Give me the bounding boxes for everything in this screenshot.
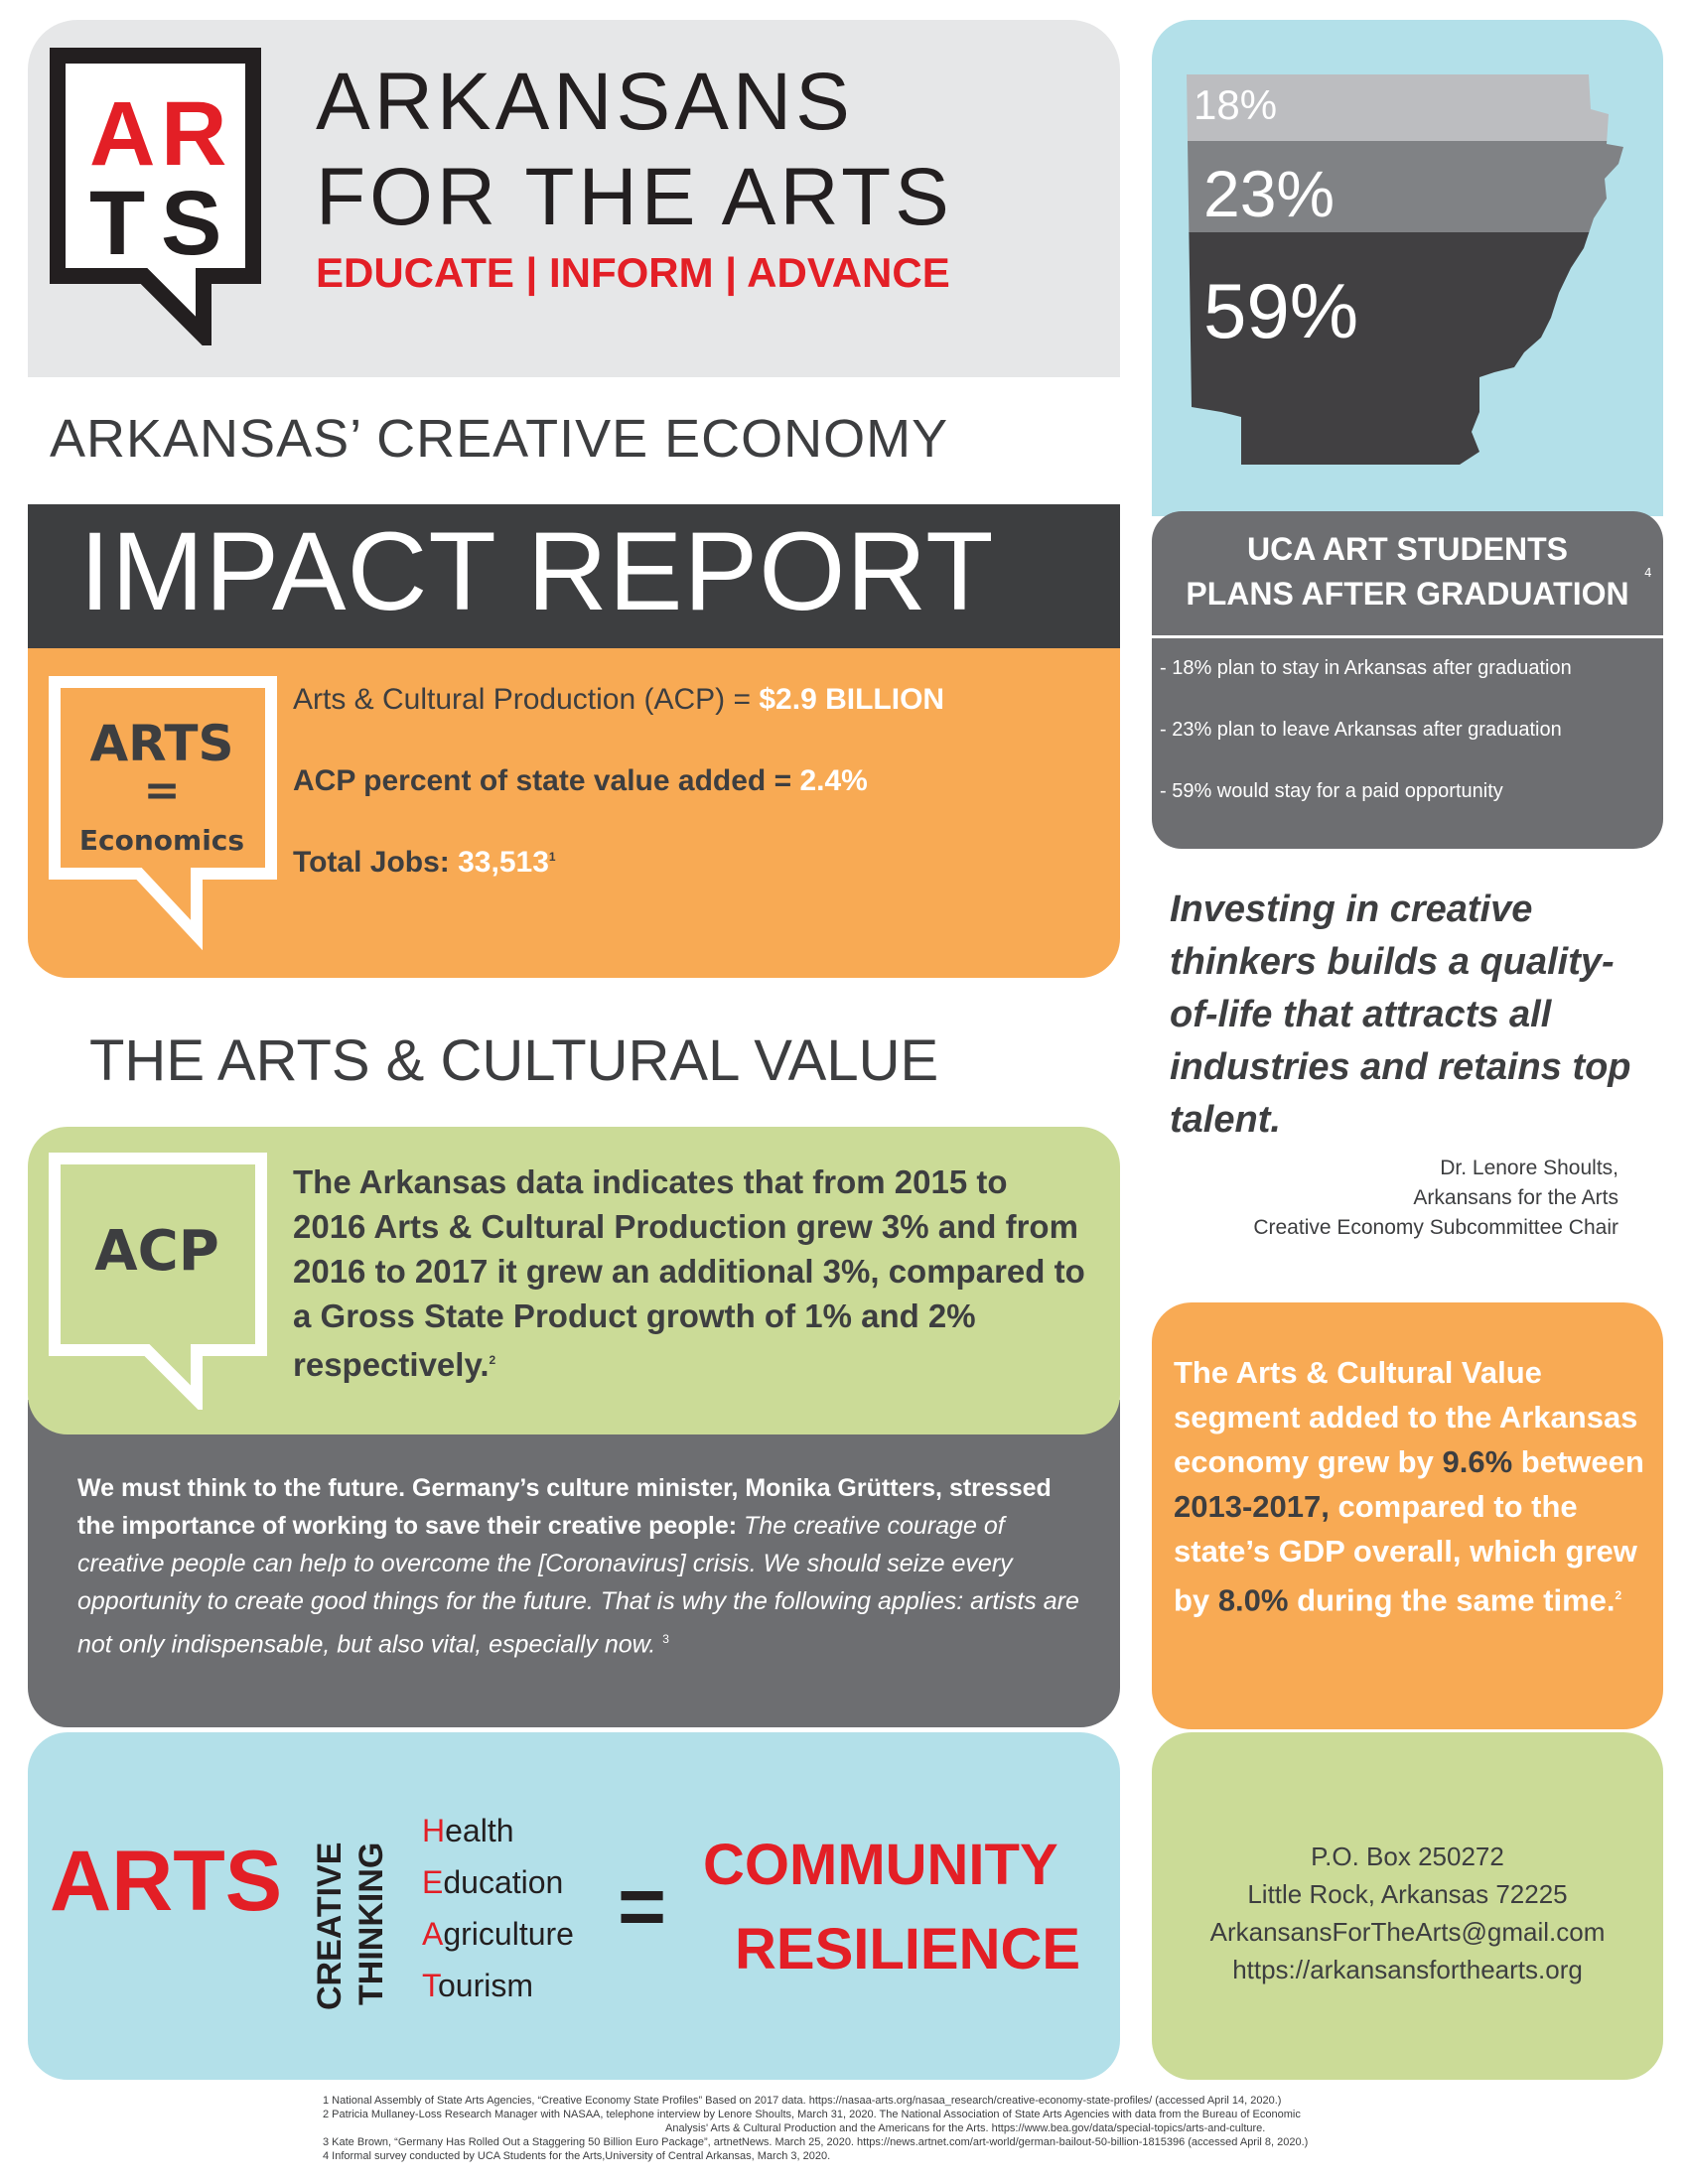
bubble-economics-label: Economics	[78, 824, 245, 857]
gdp-part1: The Arts & Cultural Value segment added to the Arkansas economy grew by	[1174, 1355, 1638, 1479]
acp-percent-label: ACP percent of state value added =	[293, 764, 792, 797]
acp-label: Arts & Cultural Production (ACP) =	[293, 683, 752, 716]
arkansas-map	[1182, 69, 1638, 486]
report-subtitle: ARKANSAS’ CREATIVE ECONOMY	[50, 409, 949, 469]
uca-item: - 18% plan to stay in Arkansas after graduation	[1160, 657, 1572, 679]
thinking-word: THINKING	[352, 1842, 390, 2005]
footnote-ref: 2	[489, 1353, 496, 1367]
arts-economics-bubble	[48, 675, 286, 977]
footnote-3: 3 Kate Brown, “Germany Has Rolled Out a Staggering 50 Billion Euro Package”, artnetNews. March 25, 2020. https://news.artnet.com/art-world/german-bailout-50-billion-1815396 (accessed April 8, 2020.)	[323, 2136, 1309, 2148]
acp-growth-text	[293, 1160, 1087, 1387]
resilience-word: RESILIENCE	[735, 1917, 1081, 1981]
heat-list	[422, 1805, 574, 2011]
acp-percent-line	[293, 764, 868, 798]
footnote-2-cont: Analysis' Arts & Cultural Production and the Americans for the Arts. https://www.bea.gov/data/special-topics/arts-and-culture.	[665, 2122, 1266, 2134]
gdp-text	[1174, 1350, 1645, 1622]
total-jobs-label: Total Jobs:	[293, 846, 450, 879]
org-name-line1: ARKANSANS	[316, 57, 854, 147]
tagline: EDUCATE | INFORM | ADVANCE	[316, 249, 950, 296]
uca-title-line1: UCA ART STUDENTS	[1247, 531, 1568, 567]
equals-sign: =	[618, 1859, 667, 1953]
email-link[interactable]: ArkansansForTheArts@gmail.com	[1209, 1917, 1606, 1947]
total-jobs-line	[293, 846, 556, 880]
gdp-part2: between	[1520, 1444, 1644, 1479]
heat-initial: H	[422, 1813, 446, 1848]
website-link[interactable]: https://arkansansforthearts.org	[1232, 1955, 1583, 1984]
uca-divider	[1152, 635, 1663, 638]
pull-quote: Investing in creative thinkers builds a quality-of-life that attracts all industries and retains top talent.	[1170, 888, 1631, 1141]
org-name-line2: FOR THE ARTS	[316, 152, 953, 242]
cultural-value-heading: THE ARTS & CULTURAL VALUE	[89, 1028, 939, 1093]
gdp-value1: 9.6%	[1442, 1444, 1513, 1479]
footnote-ref: 4	[1644, 566, 1652, 580]
uca-item: - 23% plan to leave Arkansas after graduation	[1160, 719, 1562, 741]
quote-attribution-name: Dr. Lenore Shoults,	[1440, 1157, 1618, 1179]
gdp-value2: 8.0%	[1217, 1582, 1289, 1618]
acp-percent-value: 2.4%	[799, 764, 868, 797]
heat-rest: griculture	[443, 1916, 574, 1952]
quote-attribution-org: Arkansans for the Arts	[1413, 1186, 1618, 1209]
acp-value: $2.9 BILLION	[759, 683, 945, 716]
logo-letter-a: A	[89, 83, 156, 185]
logo-letter-r: R	[161, 83, 227, 185]
logo-letter-s: S	[161, 173, 222, 274]
bubble-arts-label: ARTS	[89, 715, 234, 772]
footnote-ref: 3	[662, 1632, 669, 1646]
map-label-59: 59%	[1203, 267, 1359, 354]
footnote-ref: 2	[1615, 1588, 1622, 1602]
gdp-part3: compared to the state’s GDP overall, which grew by	[1174, 1489, 1637, 1618]
acp-bubble-label: ACP	[94, 1219, 219, 1284]
gdp-part4: during the same time.	[1297, 1582, 1616, 1618]
total-jobs-value: 33,513	[458, 846, 549, 879]
city-state: Little Rock, Arkansas 72225	[1247, 1879, 1568, 1909]
germany-intro: We must think to the future. Germany’s culture minister, Monika Grütters, stressed the importance of working to save their creative people:	[77, 1474, 1052, 1540]
uca-title-panel	[1152, 511, 1663, 635]
bubble-equals: =	[143, 765, 181, 816]
footnote-4: 4 Informal survey conducted by UCA Students for the Arts,University of Central Arkansas, March 3, 2020.	[323, 2150, 831, 2162]
footnote-2: 2 Patricia Mullaney-Loss Research Manager with NASAA, telephone interview by Lenore Shoults, March 31, 2020. The National Association of State Arts Agencies with data from the Bureau of Economic	[323, 2109, 1301, 2120]
creative-word: CREATIVE	[311, 1842, 349, 2010]
acp-bubble	[48, 1152, 286, 1414]
uca-item: - 59% would stay for a paid opportunity	[1160, 780, 1503, 802]
map-label-18: 18%	[1194, 81, 1278, 128]
heat-item-agriculture	[422, 1908, 574, 1960]
acp-line	[293, 683, 944, 717]
acp-growth-body: The Arkansas data indicates that from 2015 to 2016 Arts & Cultural Production grew 3% and from 2016 to 2017 it grew an additional 3%, compared to a Gross State Product growth of 1% and 2% respectively.	[293, 1163, 1085, 1383]
logo-letter-t: T	[89, 173, 146, 274]
heat-rest: ducation	[443, 1864, 564, 1900]
quote-attribution-role: Creative Economy Subcommittee Chair	[1253, 1216, 1618, 1239]
heat-item-tourism	[422, 1960, 574, 2011]
footnote-1: 1 National Assembly of State Arts Agencies, “Creative Economy State Profiles” Based on 2017 data. https://nasaa-arts.org/nasaa_research/creative-economy-state-profiles/ (accessed April 14, 2020.)	[323, 2095, 1282, 2107]
heat-item-health	[422, 1805, 574, 1856]
footnote-ref: 1	[548, 850, 556, 864]
germany-quote: The creative courage of creative people can help to overcome the [Coronavirus] crisis. We should seize every opportunity to create good things for the future. That is why the following applies: artists are not only indispensable, but also vital, especially now.	[77, 1512, 1079, 1659]
community-word: COMMUNITY	[703, 1833, 1058, 1897]
heat-item-education	[422, 1856, 574, 1908]
heat-rest: ourism	[438, 1968, 534, 2003]
uca-title-line2: PLANS AFTER GRADUATION	[1186, 576, 1629, 612]
arts-logo	[50, 48, 258, 276]
impact-title: IMPACT REPORT	[79, 509, 995, 633]
creative-thinking-label	[303, 1807, 392, 2025]
po-box: P.O. Box 250272	[1311, 1842, 1504, 1871]
germany-quote-text	[77, 1469, 1080, 1663]
heat-initial: E	[422, 1864, 444, 1900]
heat-initial: A	[422, 1916, 444, 1952]
gdp-years: 2013-2017,	[1174, 1489, 1330, 1524]
map-label-23: 23%	[1203, 157, 1336, 230]
heat-initial: T	[422, 1968, 438, 2003]
heat-rest: ealth	[445, 1813, 514, 1848]
arts-large-label: ARTS	[50, 1834, 283, 1929]
